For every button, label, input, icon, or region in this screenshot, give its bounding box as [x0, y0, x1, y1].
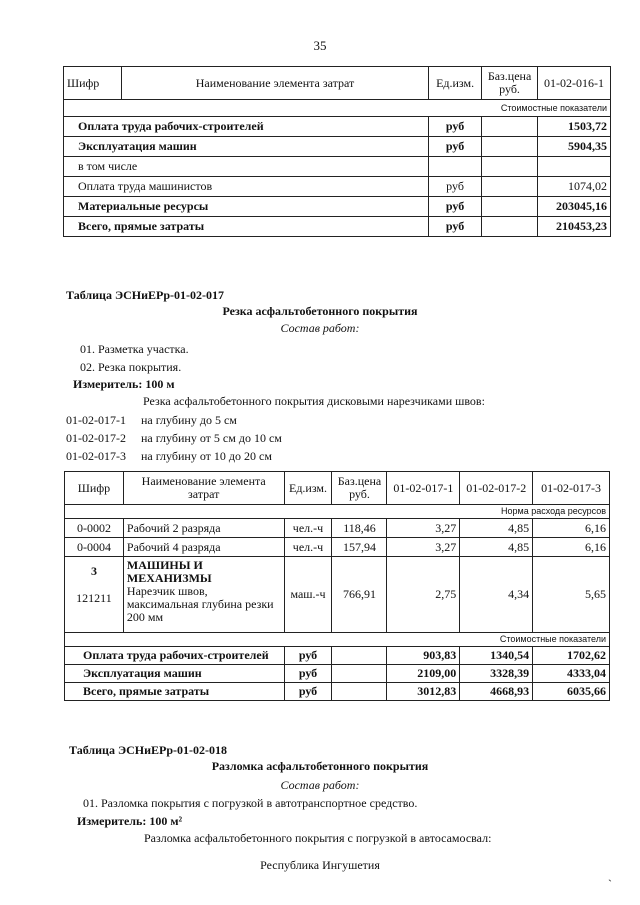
total-v2: 1340,54: [460, 647, 533, 665]
total-v3: 6035,66: [533, 683, 610, 701]
row-price: [482, 177, 538, 197]
item-text: на глубину до 5 см: [141, 413, 237, 427]
resource-unit: чел.-ч: [284, 538, 332, 557]
heading-017: Резка асфальтобетонного покрытия: [222, 304, 418, 318]
row-unit: руб: [429, 117, 482, 137]
machines-group-name: МАШИНЫ И МЕХАНИЗМЫ: [126, 558, 212, 585]
total-v2: 4668,93: [460, 683, 533, 701]
item-code: 01-02-017-1: [66, 413, 126, 427]
machine-unit: маш.-ч: [284, 557, 332, 633]
machines-group-code: 3: [90, 564, 97, 578]
row-price: [482, 117, 538, 137]
heading-018: Разломка асфальтобетонного покрытия: [211, 759, 429, 773]
total-v1: 3012,83: [387, 683, 460, 701]
row-price: [482, 137, 538, 157]
section-label: Стоимостные показатели: [64, 100, 611, 117]
work-item: 01. Разломка покрытия с погрузкой в автотранспортное средство.: [83, 796, 418, 810]
resource-price: 157,94: [332, 538, 387, 557]
resource-table-017: [64, 471, 610, 701]
total-unit: руб: [284, 683, 332, 701]
table-row: [64, 197, 611, 217]
row-name: Оплата труда машинистов: [64, 177, 429, 197]
description-017: Резка асфальтобетонного покрытия дисковыми нарезчиками швов:: [143, 394, 485, 408]
table-row: [64, 117, 611, 137]
row-name: Всего, прямые затраты: [64, 217, 429, 237]
row-unit: руб: [429, 177, 482, 197]
total-name: Всего, прямые затраты: [65, 683, 285, 701]
total-unit: руб: [284, 665, 332, 683]
header-col: 01-02-016-1: [538, 67, 611, 100]
total-v1: 2109,00: [387, 665, 460, 683]
resource-v2: 4,85: [460, 519, 533, 538]
works-label-018: Состав работ:: [280, 778, 360, 792]
work-item: 01. Разметка участка.: [80, 342, 189, 356]
machine-code: 121211: [76, 591, 112, 605]
row-name: Эксплуатация машин: [64, 137, 429, 157]
norm-label: Норма расхода ресурсов: [65, 505, 610, 519]
table-title-018: Таблица ЭСНиЕРр-01-02-018: [69, 743, 228, 757]
header-price: Баз.цена руб.: [332, 472, 387, 505]
table-title-017: Таблица ЭСНиЕРр-01-02-017: [66, 288, 225, 302]
row-value: 5904,35: [538, 137, 611, 157]
resource-v2: 4,85: [460, 538, 533, 557]
total-name: Эксплуатация машин: [65, 665, 285, 683]
row-price: [482, 157, 538, 177]
total-price: [332, 647, 387, 665]
total-row: [65, 665, 610, 683]
total-name: Оплата труда рабочих-строителей: [65, 647, 285, 665]
row-value: 210453,23: [538, 217, 611, 237]
resource-name: Рабочий 2 разряда: [123, 519, 284, 538]
row-unit: руб: [429, 137, 482, 157]
row-unit: руб: [429, 197, 482, 217]
row-unit: руб: [429, 217, 482, 237]
machine-price: 766,91: [332, 557, 387, 633]
total-price: [332, 683, 387, 701]
total-row: [65, 683, 610, 701]
stray-mark: ˏ: [608, 868, 612, 882]
table-row: [64, 157, 611, 177]
resource-unit: чел.-ч: [284, 519, 332, 538]
row-name: в том числе: [64, 157, 429, 177]
total-v3: 4333,04: [533, 665, 610, 683]
header-price: Баз.цена руб.: [482, 67, 538, 100]
table-row: [64, 177, 611, 197]
row-name: Оплата труда рабочих-строителей: [64, 117, 429, 137]
resource-v1: 3,27: [387, 538, 460, 557]
machine-name: Нарезчик швов, максимальная глубина резки 200 мм: [126, 584, 274, 624]
meter-017: Измеритель: 100 м: [73, 377, 175, 391]
resource-name: Рабочий 4 разряда: [123, 538, 284, 557]
header-code: Шифр: [65, 472, 124, 505]
description-018: Разломка асфальтобетонного покрытия с погрузкой в автосамосвал:: [144, 831, 492, 845]
item-text: на глубину от 5 см до 10 см: [141, 431, 282, 445]
row-price: [482, 217, 538, 237]
header-unit: Ед.изм.: [429, 67, 482, 100]
row-value: 203045,16: [538, 197, 611, 217]
row-value: 1074,02: [538, 177, 611, 197]
resource-code: 0-0002: [65, 519, 124, 538]
header-col3: 01-02-017-3: [533, 472, 610, 505]
header-unit: Ед.изм.: [284, 472, 332, 505]
page-number: 35: [313, 38, 327, 53]
work-item: 02. Резка покрытия.: [80, 360, 182, 374]
row-price: [482, 197, 538, 217]
item-code: 01-02-017-2: [66, 431, 126, 445]
header-code: Шифр: [64, 67, 122, 100]
works-label-017: Состав работ:: [280, 321, 360, 335]
item-text: на глубину от 10 до 20 см: [141, 449, 272, 463]
total-v2: 3328,39: [460, 665, 533, 683]
header-col1: 01-02-017-1: [387, 472, 460, 505]
total-row: [65, 647, 610, 665]
total-price: [332, 665, 387, 683]
resource-v1: 3,27: [387, 519, 460, 538]
meter-018: Измеритель: 100 м²: [77, 814, 183, 828]
total-v3: 1702,62: [533, 647, 610, 665]
table-row: [64, 217, 611, 237]
machine-v3: 5,65: [533, 557, 610, 633]
total-v1: 903,83: [387, 647, 460, 665]
resource-price: 118,46: [332, 519, 387, 538]
row-name: Материальные ресурсы: [64, 197, 429, 217]
row-value: [538, 157, 611, 177]
resource-v3: 6,16: [533, 519, 610, 538]
header-name: Наименование элемента затрат: [121, 67, 428, 100]
resource-v3: 6,16: [533, 538, 610, 557]
header-name: Наименование элемента затрат: [123, 472, 284, 505]
cost-table-016: [63, 66, 611, 237]
table-row: [64, 137, 611, 157]
total-unit: руб: [284, 647, 332, 665]
machine-v2: 4,34: [460, 557, 533, 633]
row-value: 1503,72: [538, 117, 611, 137]
machine-v1: 2,75: [387, 557, 460, 633]
row-unit: [429, 157, 482, 177]
item-code: 01-02-017-3: [66, 449, 126, 463]
cost-label: Стоимостные показатели: [65, 633, 610, 647]
resource-code: 0-0004: [65, 538, 124, 557]
footer: Республика Ингушетия: [260, 858, 380, 872]
header-col2: 01-02-017-2: [460, 472, 533, 505]
